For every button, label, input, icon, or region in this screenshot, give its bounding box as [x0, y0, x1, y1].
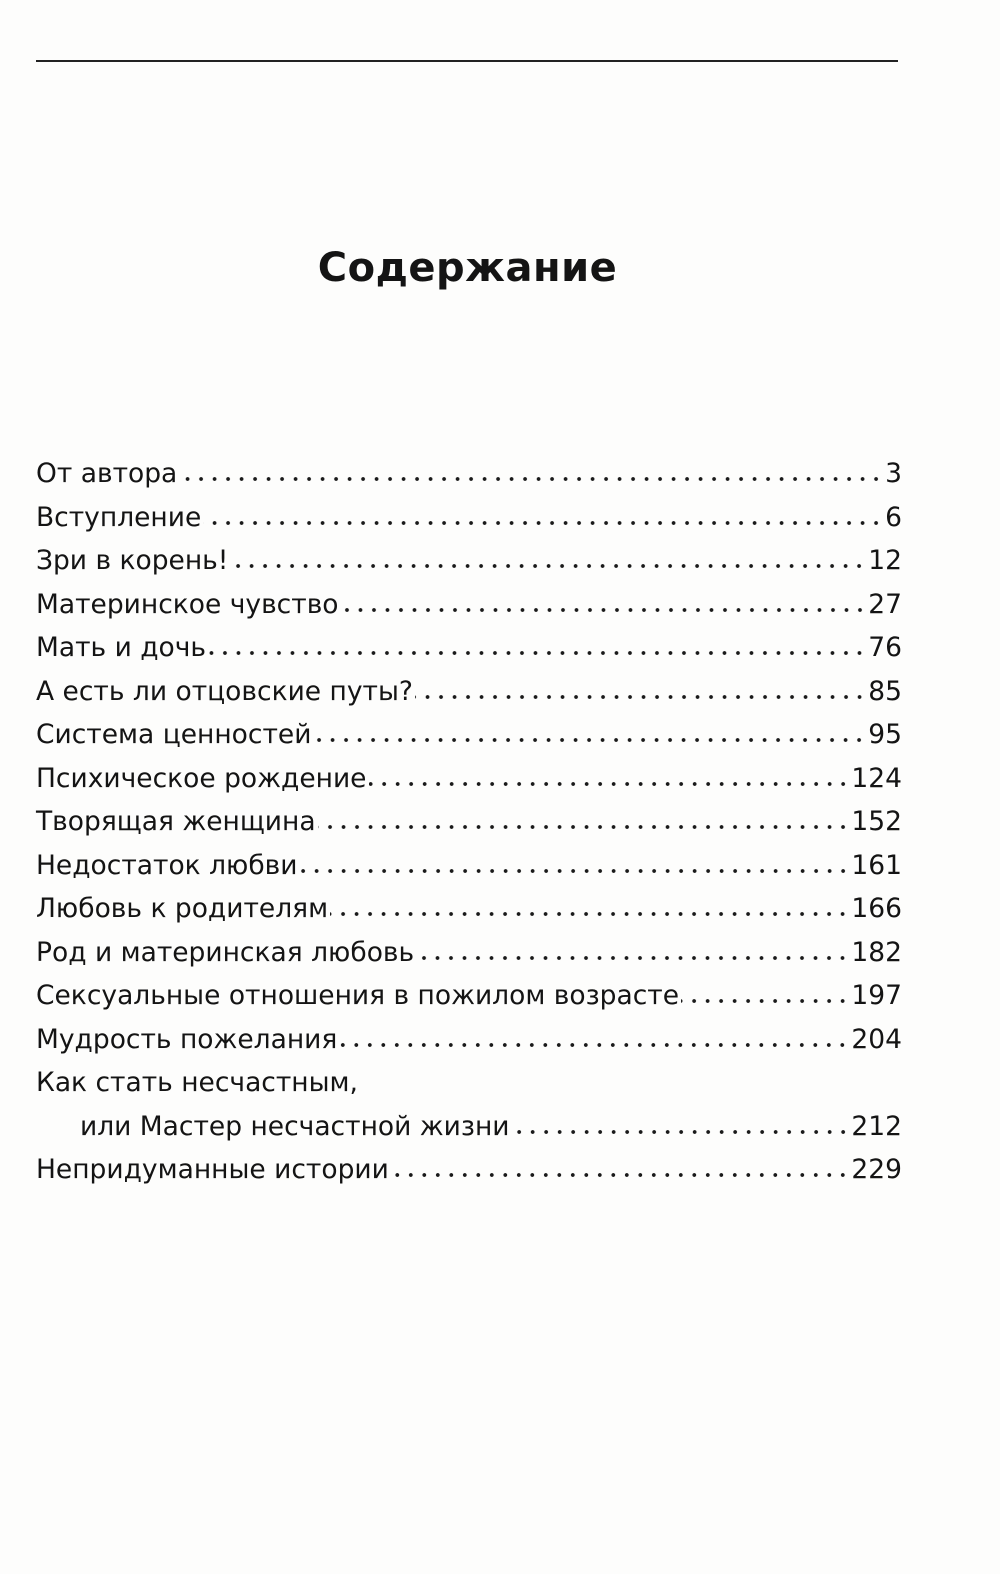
toc-entry	[36, 974, 902, 1018]
dot-leader	[512, 1129, 850, 1135]
toc-entry	[36, 583, 902, 627]
toc-entry	[36, 887, 902, 931]
dot-leader	[339, 1042, 849, 1048]
dot-leader	[391, 1172, 850, 1178]
dot-leader	[179, 476, 883, 482]
toc-entry-page: 204	[851, 1023, 902, 1055]
toc-entry-page: 152	[851, 806, 902, 837]
toc-entry	[36, 1018, 902, 1062]
dot-leader	[330, 911, 849, 917]
toc-entry	[36, 452, 902, 496]
dot-leader	[415, 694, 866, 700]
toc-entry	[36, 713, 902, 757]
toc-entry	[36, 931, 902, 975]
toc-entry-page: 182	[851, 936, 902, 968]
toc-entry-page: 212	[851, 1110, 902, 1142]
toc-entry	[36, 670, 902, 714]
toc-entry	[36, 1061, 902, 1148]
header-rule	[36, 60, 898, 62]
toc-entry-label-continued: или Мастер несчастной жизни	[80, 1110, 510, 1142]
toc-entry-page: 161	[851, 849, 902, 881]
page-title: Содержание	[317, 245, 618, 291]
toc-entry-page: 166	[851, 893, 902, 924]
toc-entry	[36, 539, 902, 583]
toc-entry-label: Непридуманные истории	[36, 1154, 389, 1185]
toc-entry-page: 6	[885, 501, 902, 533]
table-of-contents	[36, 452, 902, 1192]
toc-entry-page: 229	[851, 1154, 902, 1185]
toc-entry-label: Материнское чувство	[36, 588, 339, 620]
dot-leader	[341, 607, 867, 613]
toc-entry-label: От автора	[36, 458, 178, 489]
toc-entry-page: 197	[851, 980, 902, 1011]
toc-entry-label: Вступление	[36, 501, 202, 533]
toc-entry	[36, 844, 902, 888]
dot-leader	[369, 781, 850, 787]
toc-entry-page: 85	[868, 675, 902, 707]
toc-entry-page: 12	[868, 545, 902, 576]
toc-entry	[36, 800, 902, 844]
toc-entry-label: Система ценностей	[36, 719, 312, 750]
toc-entry	[36, 1148, 902, 1192]
toc-entry-page: 27	[868, 588, 902, 620]
toc-entry-label: Как стать несчастным,	[36, 1067, 358, 1098]
toc-entry-page: 124	[851, 762, 902, 794]
toc-entry-label: Недостаток любви	[36, 849, 298, 881]
toc-entry-label: Зри в корень!	[36, 545, 229, 576]
toc-entry-label: Творящая женщина	[36, 806, 316, 837]
dot-leader	[318, 824, 850, 830]
toc-entry-label: Мать и дочь	[36, 632, 207, 663]
dot-leader	[416, 955, 849, 961]
toc-entry-page: 76	[868, 632, 902, 663]
toc-entry-label: Мудрость пожелания	[36, 1023, 338, 1055]
dot-leader	[313, 737, 866, 743]
dot-leader	[208, 650, 866, 656]
toc-entry-label: Род и материнская любовь	[36, 936, 415, 968]
dot-leader	[230, 563, 866, 569]
toc-entry-label: Психическое рождение	[36, 762, 367, 794]
dot-leader	[203, 520, 883, 526]
toc-entry	[36, 626, 902, 670]
dot-leader	[681, 998, 849, 1004]
dot-leader	[300, 868, 850, 874]
toc-entry-label: А есть ли отцовские путы?	[36, 675, 413, 707]
toc-entry-label: Сексуальные отношения в пожилом возрасте	[36, 980, 680, 1011]
toc-entry-page: 3	[885, 458, 902, 489]
toc-entry-page: 95	[868, 719, 902, 750]
toc-entry-label: Любовь к родителям	[36, 893, 329, 924]
toc-entry	[36, 757, 902, 801]
toc-entry	[36, 496, 902, 540]
